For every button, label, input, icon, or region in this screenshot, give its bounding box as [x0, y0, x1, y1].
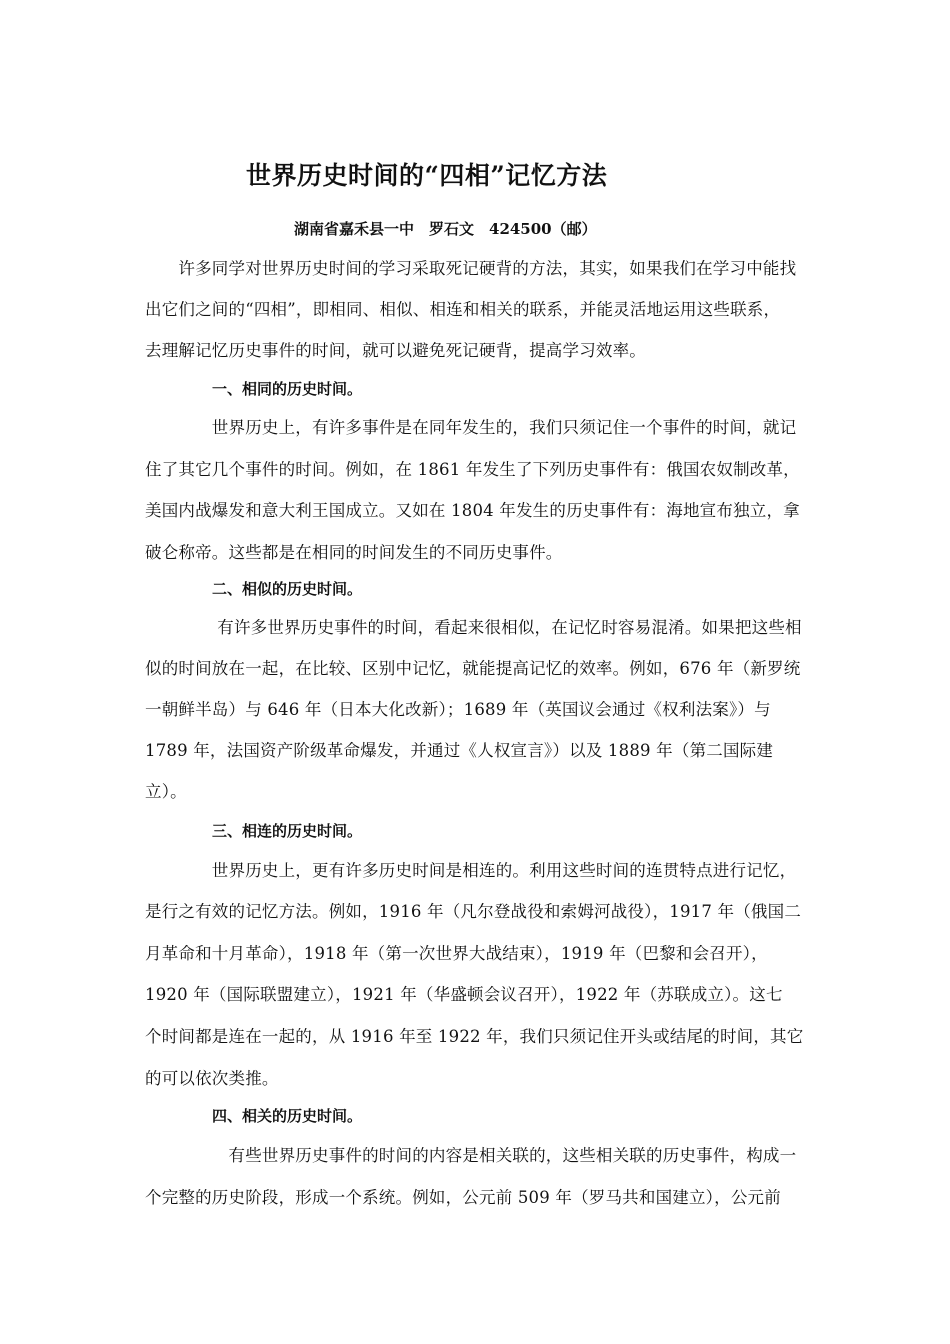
section-heading-1: 一、相同的历史时间。: [212, 380, 363, 398]
section-heading-3: 三、相连的历史时间。: [212, 822, 363, 840]
text-line: 个完整的历史阶段，形成一个系统。例如，公元前 509 年（罗马共和国建立），公元前: [145, 1188, 781, 1207]
text-line: 许多同学对世界历史时间的学习采取死记硬背的方法，其实，如果我们在学习中能找: [145, 259, 797, 278]
text-line: 破仑称帝。这些都是在相同的时间发生的不同历史事件。: [145, 543, 563, 562]
text-line: 出它们之间的“四相”，即相同、相似、相连和相关的联系，并能灵活地运用这些联系，: [145, 300, 781, 319]
text-line: 月革命和十月革命），1918 年（第一次世界大战结束），1919 年（巴黎和会召开），: [145, 944, 768, 963]
text-line: 世界历史上，更有许多历史时间是相连的。利用这些时间的连贯特点进行记忆，: [145, 861, 797, 880]
text-line: 世界历史上，有许多事件是在同年发生的，我们只须记住一个事件的时间，就记: [145, 418, 797, 437]
text-line: 有许多世界历史事件的时间，看起来很相似，在记忆时容易混淆。如果把这些相: [145, 618, 802, 637]
text-line: 一朝鲜半岛）与 646 年（日本大化改新）；1689 年（英国议会通过《权利法案》）与: [145, 700, 771, 719]
text-line: 个时间都是连在一起的，从 1916 年至 1922 年，我们只须记住开头或结尾的时间，其它: [145, 1027, 804, 1046]
text-line: 1789 年，法国资产阶级革命爆发，并通过《人权宣言》）以及 1889 年（第二国际建: [145, 741, 774, 760]
text-line: 住了其它几个事件的时间。例如，在 1861 年发生了下列历史事件有：俄国农奴制改革，: [145, 460, 800, 479]
text-line: 似的时间放在一起，在比较、区别中记忆，就能提高记忆的效率。例如，676 年（新罗统: [145, 659, 801, 678]
section-heading-2: 二、相似的历史时间。: [212, 580, 363, 598]
text-line: 美国内战爆发和意大利王国成立。又如在 1804 年发生的历史事件有：海地宣布独立，拿: [145, 501, 800, 520]
section-heading-4: 四、相关的历史时间。: [212, 1107, 363, 1125]
text-line: 去理解记忆历史事件的时间，就可以避免死记硬背，提高学习效率。: [145, 341, 646, 360]
text-line: 有些世界历史事件的时间的内容是相关联的，这些相关联的历史事件，构成一: [145, 1146, 797, 1165]
author-line: 湖南省嘉禾县一中 罗石文 424500（邮）: [294, 220, 597, 238]
text-line: 是行之有效的记忆方法。例如，1916 年（凡尔登战役和索姆河战役），1917 年（俄国二: [145, 902, 802, 921]
text-line: 的可以依次类推。: [145, 1069, 279, 1088]
text-line: 1920 年（国际联盟建立），1921 年（华盛顿会议召开），1922 年（苏联成立）。这七: [145, 985, 783, 1004]
document-title: 世界历史时间的“四相”记忆方法: [246, 161, 608, 190]
text-line: 立）。: [145, 782, 187, 801]
